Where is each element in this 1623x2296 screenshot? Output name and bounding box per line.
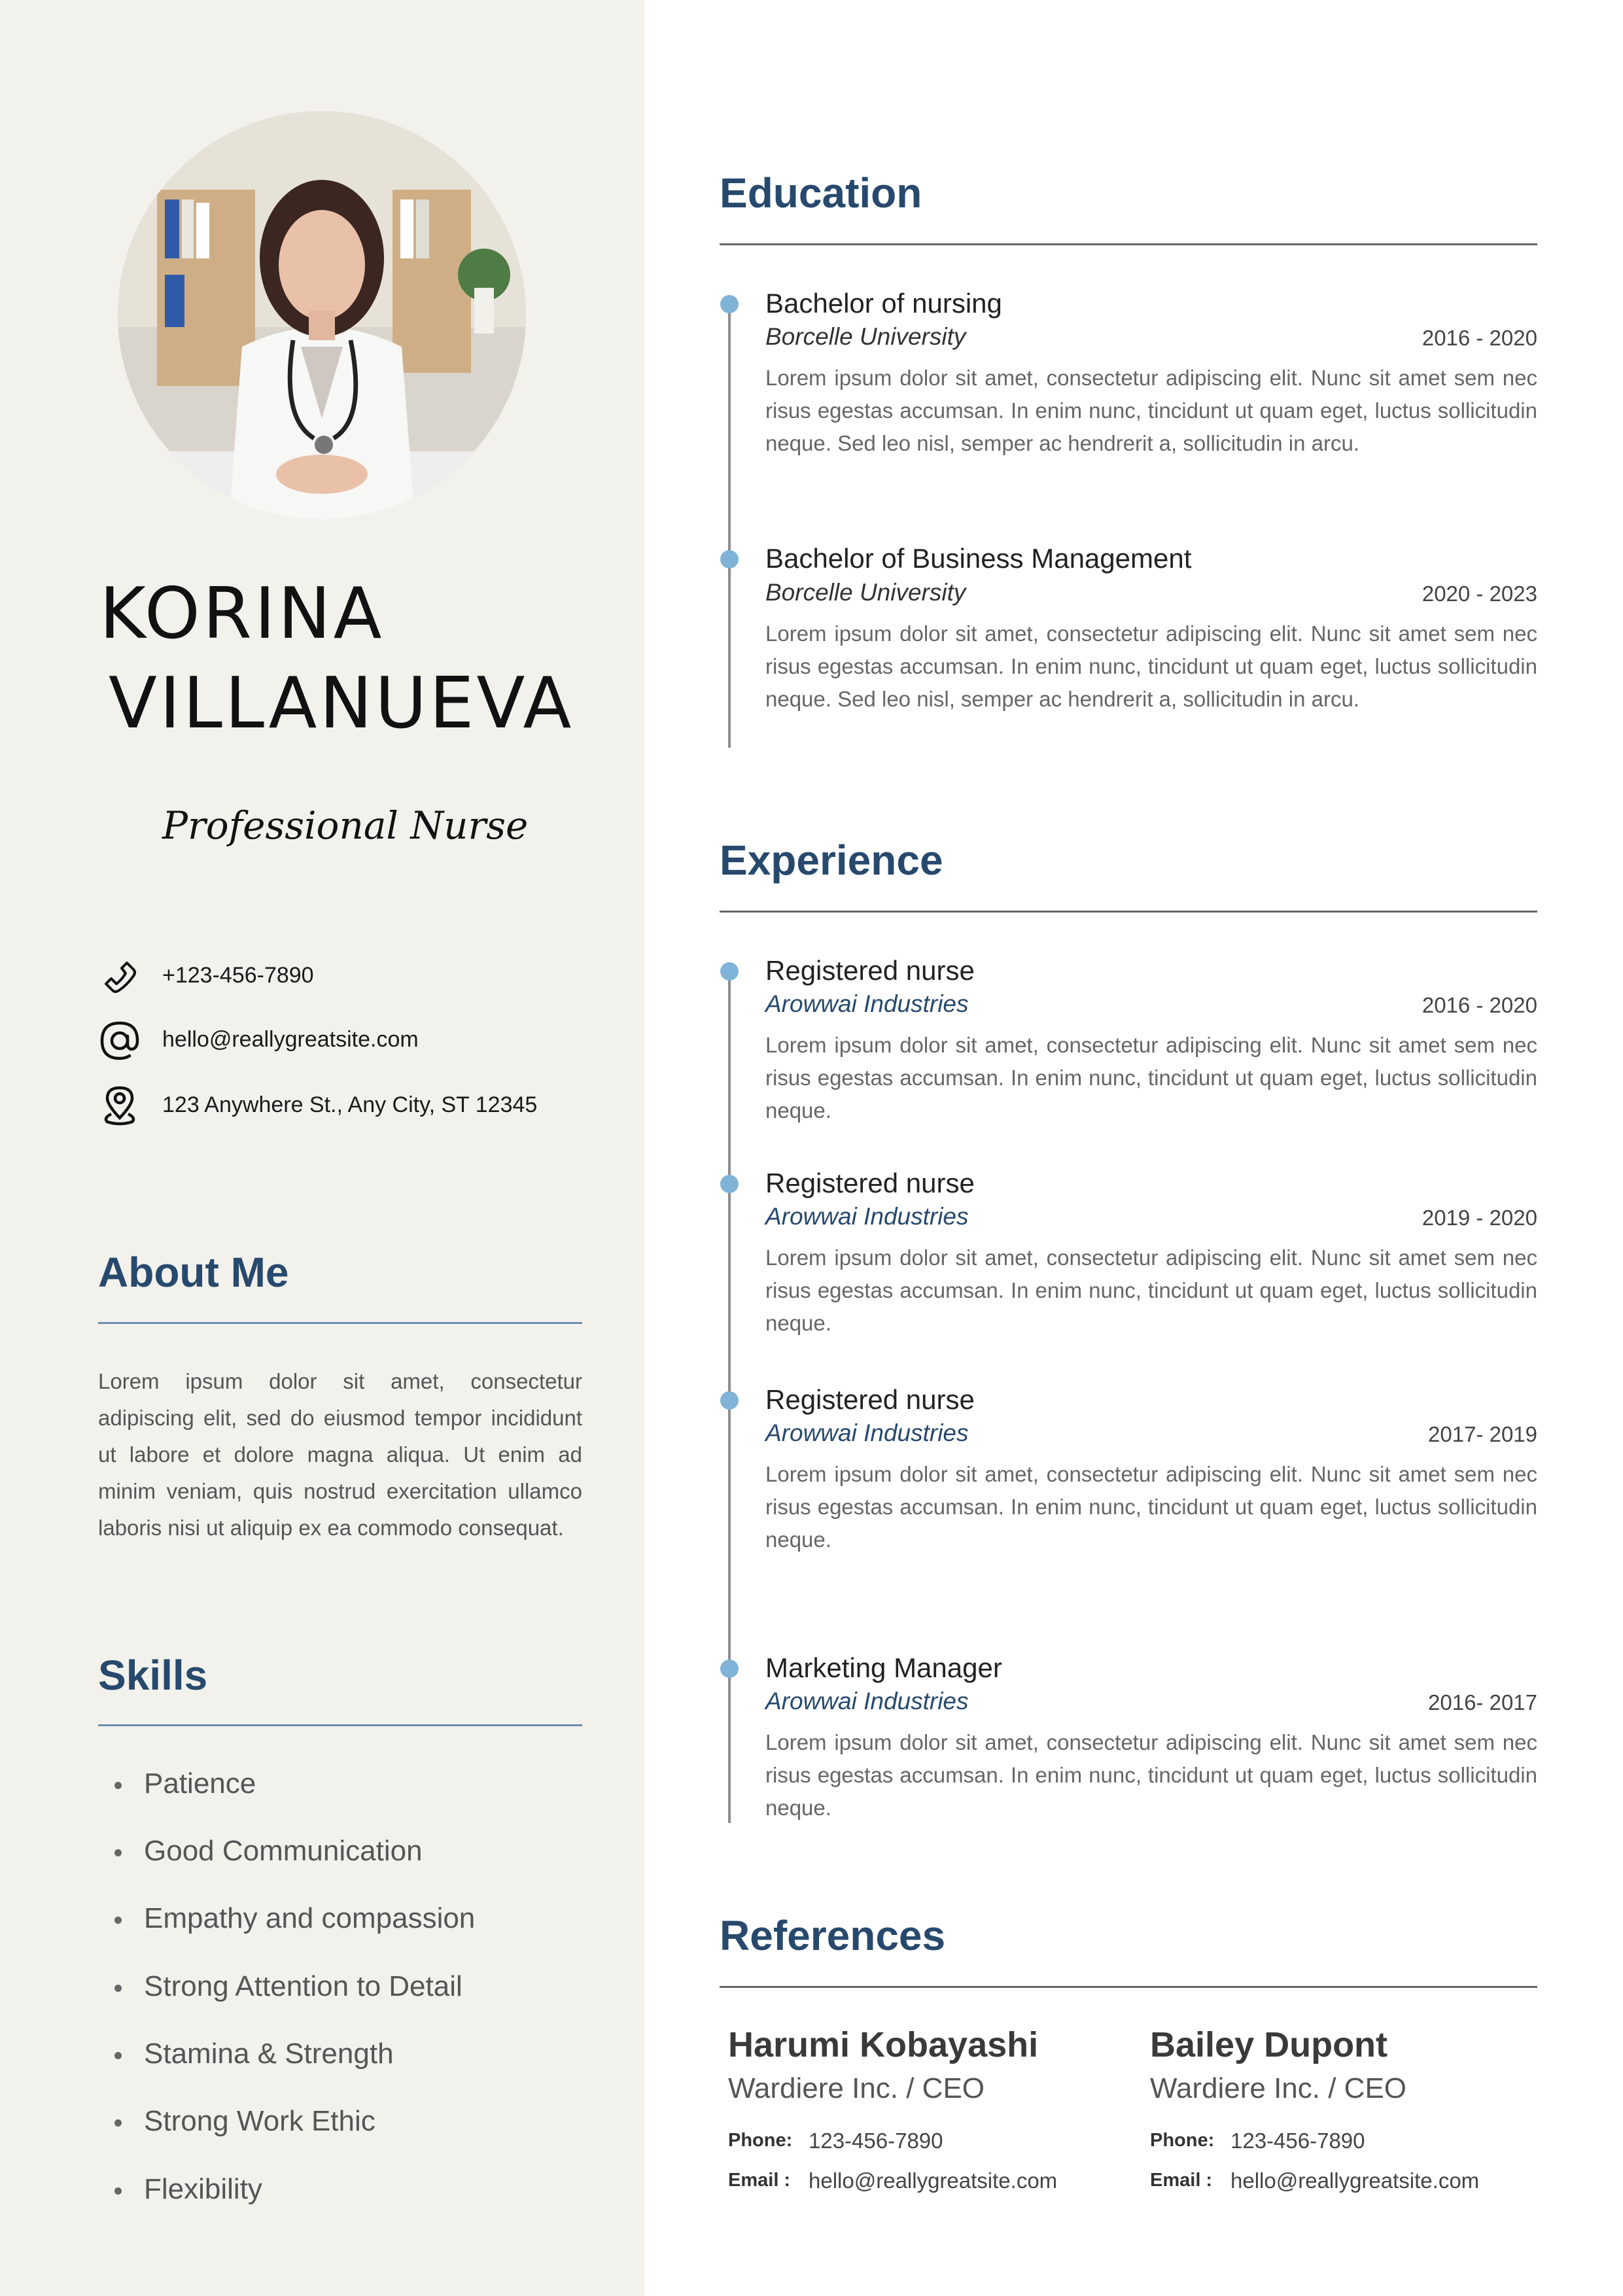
reference-email-label: Email : bbox=[728, 2170, 791, 2191]
skill-item: Strong Attention to Detail bbox=[144, 1970, 462, 2002]
skills-divider bbox=[98, 1724, 582, 1726]
skill-bullet bbox=[114, 1985, 122, 1992]
references-divider bbox=[720, 1986, 1537, 1988]
skills-heading: Skills bbox=[98, 1652, 208, 1699]
education-divider bbox=[720, 243, 1537, 245]
contact-email[interactable]: hello@reallygreatsite.com bbox=[162, 1027, 419, 1052]
skill-item: Strong Work Ethic bbox=[144, 2105, 375, 2137]
reference-role: Wardiere Inc. / CEO bbox=[728, 2072, 985, 2104]
reference-email[interactable]: hello@reallygreatsite.com bbox=[809, 2168, 1058, 2193]
skill-bullet bbox=[114, 1782, 122, 1789]
education-title: Bachelor of nursing bbox=[765, 288, 1002, 319]
location-pin-icon bbox=[98, 1084, 141, 1127]
skill-item: Patience bbox=[144, 1767, 256, 1800]
experience-title: Registered nurse bbox=[765, 955, 975, 986]
experience-title: Marketing Manager bbox=[765, 1652, 1002, 1683]
education-title: Bachelor of Business Management bbox=[765, 543, 1192, 574]
experience-description: Lorem ipsum dolor sit amet, consectetur adipiscing elit. Nunc sit amet sem nec risus egestas accumsan. In enim nunc, tincidunt ut quam eget, luctus sollicitudin neque. bbox=[765, 1730, 1537, 1820]
education-date: 2016 - 2020 bbox=[1422, 326, 1537, 350]
education-description: Lorem ipsum dolor sit amet, consectetur adipiscing elit. Nunc sit amet sem nec risus egestas accumsan. In enim nunc, tincidunt ut quam eget, luctus sollicitudin neque. Sed leo nisl, semper ac hendrerit a, sollicitudin in arcu. bbox=[765, 366, 1537, 455]
timeline-dot bbox=[720, 1660, 739, 1678]
reference-phone[interactable]: 123-456-7890 bbox=[809, 2129, 943, 2153]
reference-email-label: Email : bbox=[1150, 2170, 1213, 2191]
skill-item: Stamina & Strength bbox=[144, 2038, 394, 2070]
education-date: 2020 - 2023 bbox=[1422, 582, 1537, 606]
references-heading: References bbox=[720, 1912, 946, 1959]
experience-date: 2019 - 2020 bbox=[1422, 1206, 1537, 1230]
experience-date: 2016 - 2020 bbox=[1422, 993, 1537, 1017]
reference-name: Harumi Kobayashi bbox=[728, 2025, 1039, 2064]
first-name: KORINA bbox=[99, 573, 385, 655]
timeline-dot bbox=[720, 1391, 739, 1410]
education-timeline bbox=[728, 304, 731, 748]
profile-photo bbox=[118, 111, 526, 519]
phone-icon bbox=[98, 955, 141, 998]
skill-item: Flexibility bbox=[144, 2173, 262, 2205]
timeline-dot bbox=[720, 1175, 739, 1193]
experience-title: Registered nurse bbox=[765, 1384, 975, 1415]
reference-phone-label: Phone: bbox=[1150, 2130, 1215, 2151]
job-title: Professional Nurse bbox=[162, 803, 529, 848]
experience-company: Arowwai Industries bbox=[765, 1688, 969, 1714]
skill-bullet bbox=[114, 1849, 122, 1856]
timeline-dot bbox=[720, 550, 739, 568]
experience-date: 2017- 2019 bbox=[1428, 1422, 1537, 1446]
experience-date: 2016- 2017 bbox=[1428, 1690, 1537, 1714]
reference-phone[interactable]: 123-456-7890 bbox=[1230, 2129, 1365, 2153]
experience-company: Arowwai Industries bbox=[765, 1419, 969, 1446]
experience-company: Arowwai Industries bbox=[765, 1203, 969, 1230]
reference-name: Bailey Dupont bbox=[1150, 2025, 1388, 2064]
skill-bullet bbox=[114, 1917, 122, 1924]
education-school: Borcelle University bbox=[765, 323, 966, 350]
last-name: VILLANUEVA bbox=[109, 663, 574, 744]
skill-bullet bbox=[114, 2119, 122, 2127]
reference-role: Wardiere Inc. / CEO bbox=[1150, 2072, 1407, 2104]
contact-phone[interactable]: +123-456-7890 bbox=[162, 963, 314, 988]
experience-description: Lorem ipsum dolor sit amet, consectetur adipiscing elit. Nunc sit amet sem nec risus egestas accumsan. In enim nunc, tincidunt ut quam eget, luctus sollicitudin neque. bbox=[765, 1033, 1537, 1122]
experience-description: Lorem ipsum dolor sit amet, consectetur adipiscing elit. Nunc sit amet sem nec risus egestas accumsan. In enim nunc, tincidunt ut quam eget, luctus sollicitudin neque. bbox=[765, 1245, 1537, 1335]
skill-bullet bbox=[114, 2187, 122, 2195]
reference-email[interactable]: hello@reallygreatsite.com bbox=[1230, 2168, 1480, 2193]
skill-item: Empathy and compassion bbox=[144, 1902, 476, 1934]
experience-heading: Experience bbox=[720, 837, 943, 884]
experience-company: Arowwai Industries bbox=[765, 990, 969, 1017]
experience-description: Lorem ipsum dolor sit amet, consectetur adipiscing elit. Nunc sit amet sem nec risus egestas accumsan. In enim nunc, tincidunt ut quam eget, luctus sollicitudin neque. bbox=[765, 1462, 1537, 1552]
timeline-dot bbox=[720, 295, 739, 313]
experience-title: Registered nurse bbox=[765, 1168, 975, 1198]
reference-phone-label: Phone: bbox=[728, 2130, 793, 2151]
skill-bullet bbox=[114, 2052, 122, 2059]
education-heading: Education bbox=[720, 169, 922, 217]
experience-divider bbox=[720, 911, 1537, 913]
education-description: Lorem ipsum dolor sit amet, consectetur adipiscing elit. Nunc sit amet sem nec risus egestas accumsan. In enim nunc, tincidunt ut quam eget, luctus sollicitudin neque. Sed leo nisl, semper ac hendrerit a, sollicitudin in arcu. bbox=[765, 621, 1537, 711]
about-divider bbox=[98, 1322, 582, 1324]
skill-item: Good Communication bbox=[144, 1835, 423, 1867]
contact-address: 123 Anywhere St., Any City, ST 12345 bbox=[162, 1092, 538, 1117]
at-sign-icon bbox=[98, 1019, 141, 1062]
timeline-dot bbox=[720, 962, 739, 981]
education-school: Borcelle University bbox=[765, 579, 966, 606]
about-heading: About Me bbox=[98, 1249, 289, 1296]
about-text: Lorem ipsum dolor sit amet, consectetur adipiscing elit, sed do eiusmod tempor incididunt ut labore et dolore magna aliqua. Ut enim ad minim veniam, quis nostrud exercitation ullamco laboris nisi ut aliquip ex ea commodo consequat. bbox=[98, 1369, 582, 1540]
nurse-portrait-illustration bbox=[118, 111, 526, 519]
